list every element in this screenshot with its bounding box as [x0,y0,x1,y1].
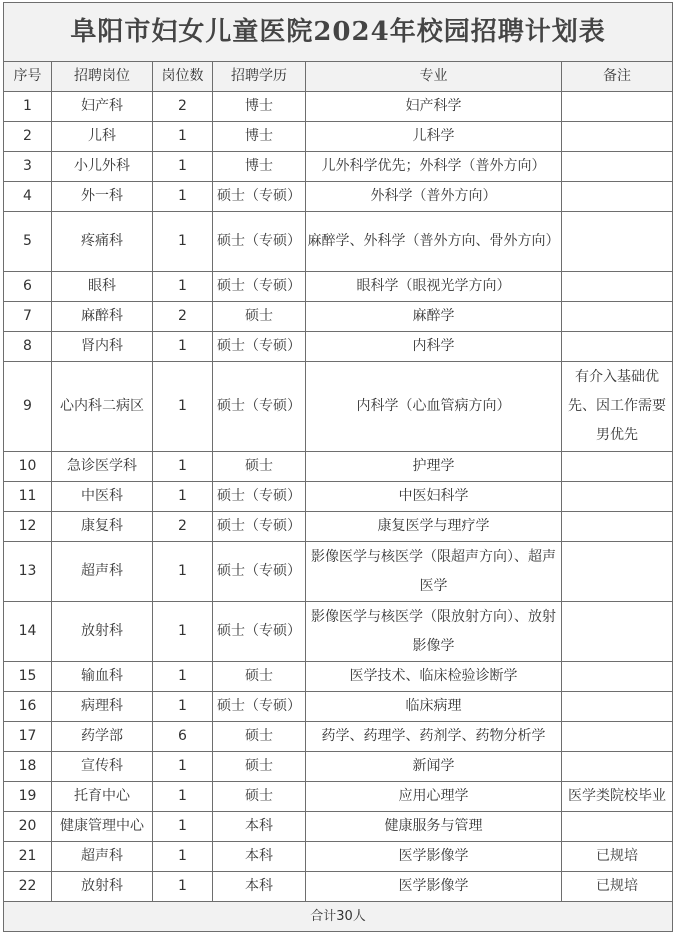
row-post: 托育中心 [52,782,153,812]
row-count: 1 [153,542,213,602]
row-education: 硕士 [213,452,306,482]
row-major: 眼科学（眼视光学方向） [306,272,562,302]
row-number: 11 [4,482,52,512]
header-major: 专业 [306,62,562,92]
table-row [4,92,673,122]
table-row [4,272,673,302]
table-row [4,332,673,362]
table-row [4,602,673,662]
row-count: 1 [153,662,213,692]
table-row [4,452,673,482]
recruitment-table [3,2,673,932]
row-number: 5 [4,212,52,272]
row-post: 超声科 [52,542,153,602]
row-education: 本科 [213,842,306,872]
row-number: 4 [4,182,52,212]
row-number: 9 [4,362,52,452]
row-note [562,452,673,482]
row-note [562,182,673,212]
row-note [562,662,673,692]
row-major: 外科学（普外方向） [306,182,562,212]
row-note [562,122,673,152]
row-major: 影像医学与核医学（限超声方向）、超声医学 [306,542,562,602]
row-count: 1 [153,692,213,722]
table-row [4,212,673,272]
table-row [4,482,673,512]
row-note [562,542,673,602]
table-row [4,302,673,332]
row-note [562,512,673,542]
table-row [4,722,673,752]
row-count: 1 [153,452,213,482]
row-major: 药学、药理学、药剂学、药物分析学 [306,722,562,752]
header-row [4,62,673,92]
table-row [4,782,673,812]
row-note [562,482,673,512]
row-count: 1 [153,872,213,902]
table-row [4,152,673,182]
row-major: 临床病理 [306,692,562,722]
row-note [562,302,673,332]
total-label: 合计30人 [4,902,673,932]
row-major: 康复医学与理疗学 [306,512,562,542]
row-count: 1 [153,842,213,872]
row-education: 硕士（专硕） [213,692,306,722]
row-note [562,692,673,722]
row-education: 硕士 [213,302,306,332]
row-number: 2 [4,122,52,152]
row-major: 应用心理学 [306,782,562,812]
row-major: 护理学 [306,452,562,482]
row-count: 1 [153,182,213,212]
row-note: 已规培 [562,872,673,902]
row-count: 6 [153,722,213,752]
row-post: 病理科 [52,692,153,722]
row-number: 15 [4,662,52,692]
row-count: 1 [153,752,213,782]
row-education: 博士 [213,122,306,152]
row-major: 医学影像学 [306,842,562,872]
row-post: 妇产科 [52,92,153,122]
row-count: 1 [153,332,213,362]
row-number: 8 [4,332,52,362]
table-row [4,542,673,602]
row-education: 硕士 [213,662,306,692]
row-education: 硕士（专硕） [213,482,306,512]
total-row [4,902,673,932]
row-note [562,752,673,782]
row-major: 儿外科学优先；外科学（普外方向） [306,152,562,182]
table-row [4,662,673,692]
row-post: 急诊医学科 [52,452,153,482]
row-number: 22 [4,872,52,902]
row-major: 健康服务与管理 [306,812,562,842]
row-note [562,332,673,362]
row-major: 内科学（心血管病方向） [306,362,562,452]
table-row [4,512,673,542]
row-major: 新闻学 [306,752,562,782]
row-post: 疼痛科 [52,212,153,272]
row-number: 3 [4,152,52,182]
row-education: 硕士（专硕） [213,332,306,362]
row-education: 硕士（专硕） [213,212,306,272]
row-note [562,92,673,122]
row-number: 13 [4,542,52,602]
row-note [562,152,673,182]
row-number: 18 [4,752,52,782]
table-row [4,122,673,152]
row-major: 麻醉学 [306,302,562,332]
row-education: 硕士（专硕） [213,362,306,452]
row-note: 医学类院校毕业 [562,782,673,812]
table-row [4,182,673,212]
row-major: 儿科学 [306,122,562,152]
row-number: 17 [4,722,52,752]
row-note: 有介入基础优先、因工作需要男优先 [562,362,673,452]
row-education: 硕士 [213,782,306,812]
row-post: 外一科 [52,182,153,212]
row-major: 医学技术、临床检验诊断学 [306,662,562,692]
table-title: 阜阳市妇女儿童医院2024年校园招聘计划表 [4,3,673,62]
row-education: 硕士 [213,722,306,752]
table-row [4,842,673,872]
row-post: 儿科 [52,122,153,152]
row-number: 12 [4,512,52,542]
row-count: 1 [153,602,213,662]
row-note [562,212,673,272]
row-number: 6 [4,272,52,302]
row-education: 硕士 [213,752,306,782]
row-count: 1 [153,782,213,812]
row-count: 1 [153,152,213,182]
row-count: 1 [153,482,213,512]
row-number: 14 [4,602,52,662]
row-education: 硕士（专硕） [213,542,306,602]
row-count: 1 [153,122,213,152]
header-no: 序号 [4,62,52,92]
recruitment-table-container [3,2,672,932]
row-number: 7 [4,302,52,332]
row-number: 16 [4,692,52,722]
row-major: 中医妇科学 [306,482,562,512]
row-count: 2 [153,302,213,332]
row-post: 宣传科 [52,752,153,782]
row-post: 健康管理中心 [52,812,153,842]
row-education: 硕士（专硕） [213,602,306,662]
row-major: 妇产科学 [306,92,562,122]
header-post: 招聘岗位 [52,62,153,92]
row-count: 2 [153,512,213,542]
row-education: 博士 [213,152,306,182]
table-row [4,812,673,842]
row-number: 19 [4,782,52,812]
row-number: 20 [4,812,52,842]
table-row [4,752,673,782]
header-count: 岗位数 [153,62,213,92]
row-number: 10 [4,452,52,482]
row-post: 小儿外科 [52,152,153,182]
row-post: 中医科 [52,482,153,512]
row-education: 硕士（专硕） [213,272,306,302]
row-post: 肾内科 [52,332,153,362]
row-number: 1 [4,92,52,122]
row-post: 输血科 [52,662,153,692]
row-post: 药学部 [52,722,153,752]
row-education: 硕士（专硕） [213,182,306,212]
row-count: 1 [153,212,213,272]
row-post: 麻醉科 [52,302,153,332]
row-major: 影像医学与核医学（限放射方向）、放射影像学 [306,602,562,662]
row-major: 内科学 [306,332,562,362]
row-post: 心内科二病区 [52,362,153,452]
header-education: 招聘学历 [213,62,306,92]
row-note [562,602,673,662]
row-post: 超声科 [52,842,153,872]
row-count: 2 [153,92,213,122]
row-education: 硕士（专硕） [213,512,306,542]
header-note: 备注 [562,62,673,92]
row-major: 麻醉学、外科学（普外方向、骨外方向） [306,212,562,272]
row-post: 放射科 [52,602,153,662]
row-education: 本科 [213,872,306,902]
row-post: 康复科 [52,512,153,542]
row-education: 本科 [213,812,306,842]
table-row [4,872,673,902]
row-note [562,722,673,752]
row-count: 1 [153,812,213,842]
row-education: 博士 [213,92,306,122]
row-note [562,272,673,302]
table-row [4,692,673,722]
row-count: 1 [153,362,213,452]
row-number: 21 [4,842,52,872]
row-note: 已规培 [562,842,673,872]
row-post: 放射科 [52,872,153,902]
row-post: 眼科 [52,272,153,302]
row-major: 医学影像学 [306,872,562,902]
row-note [562,812,673,842]
table-row [4,362,673,452]
row-count: 1 [153,272,213,302]
